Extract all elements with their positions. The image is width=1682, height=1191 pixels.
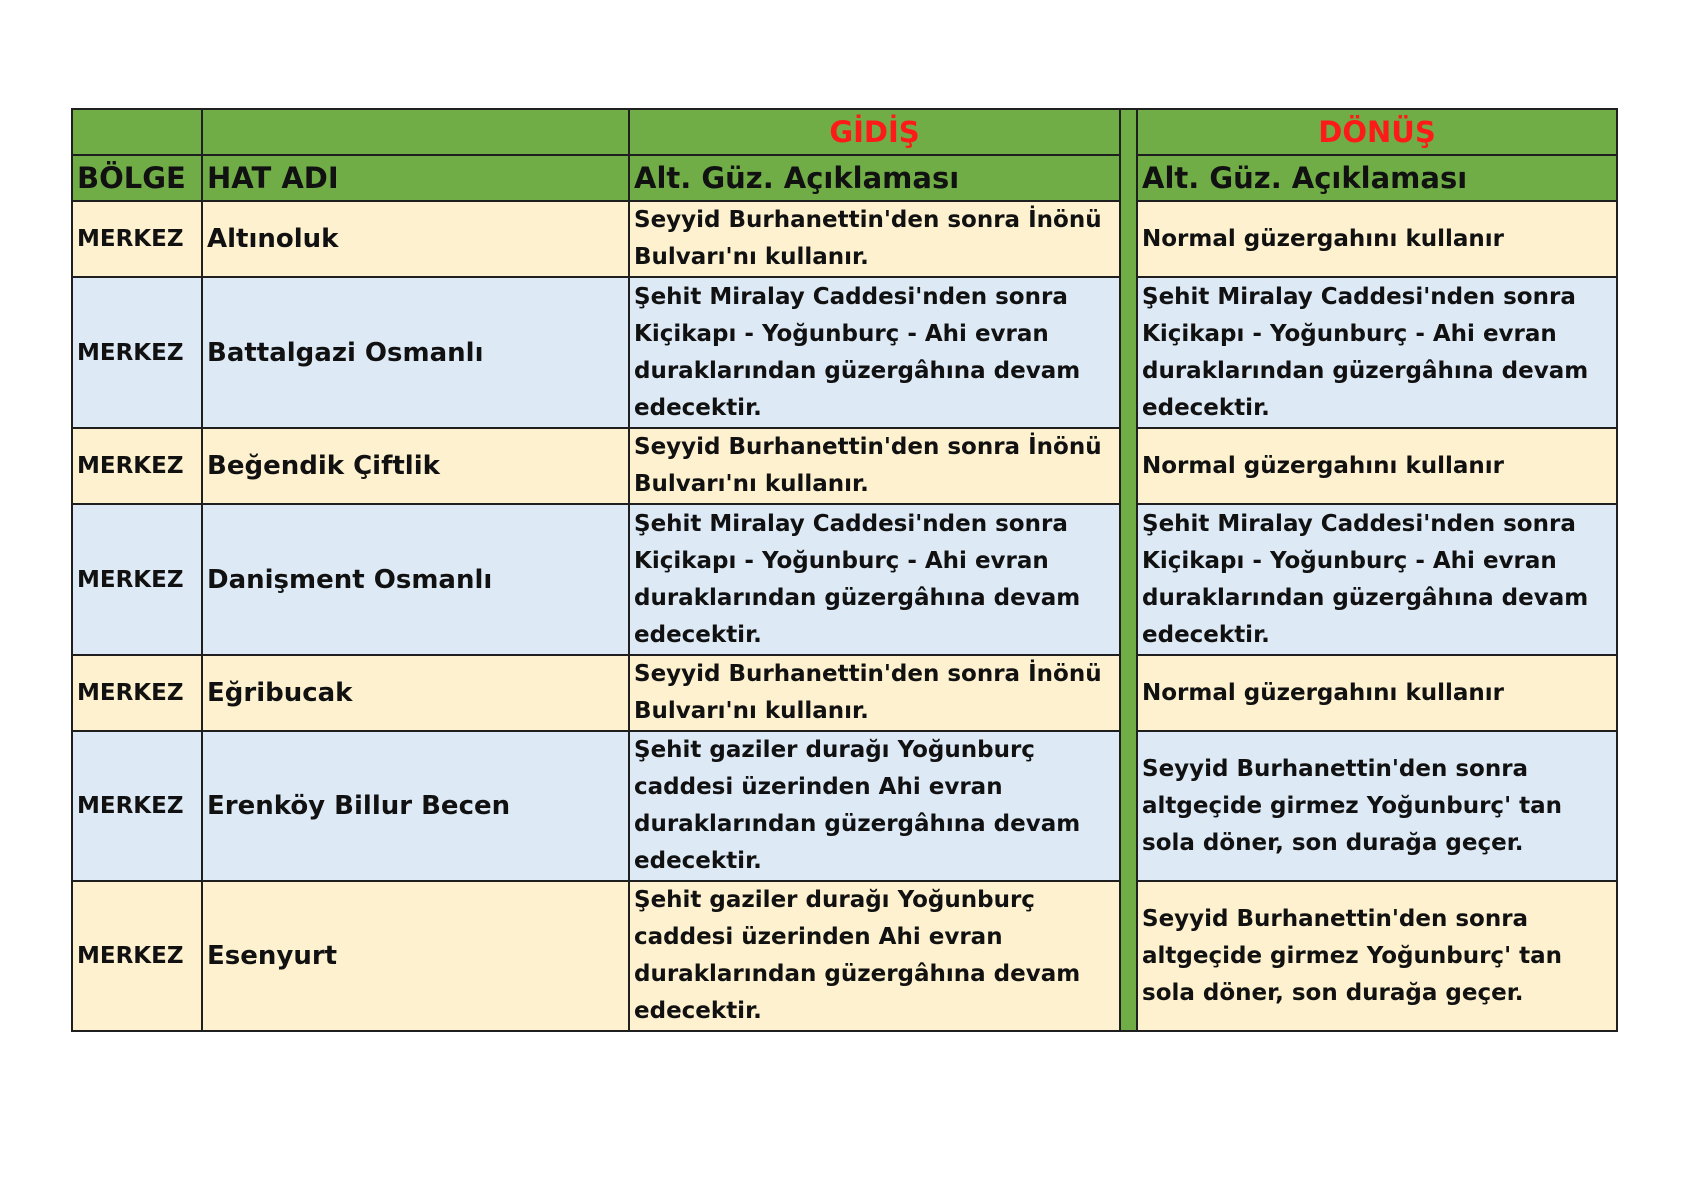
return-description-cell: Şehit Miralay Caddesi'nden sonra Kiçikapı - Yoğunburç - Ahi evran duraklarından güzergâhına devam edecektir. [1137, 504, 1617, 655]
line-name-cell: Beğendik Çiftlik [202, 428, 629, 504]
route-table-container [71, 108, 1616, 1032]
return-description-cell: Seyyid Burhanettin'den sonra altgeçide girmez Yoğunburç' tan sola döner, son durağa geçer. [1137, 881, 1617, 1031]
go-direction-header [629, 109, 1120, 155]
return-direction-header [1137, 109, 1617, 155]
line-name-cell: Danişment Osmanlı [202, 504, 629, 655]
go-description-cell: Şehit Miralay Caddesi'nden sonra Kiçikapı - Yoğunburç - Ahi evran duraklarından güzergâhına devam edecektir. [629, 277, 1120, 428]
return-description-cell: Normal güzergahını kullanır [1137, 201, 1617, 277]
region-cell: MERKEZ [72, 277, 202, 428]
region-column-header: BÖLGE [72, 155, 202, 201]
column-header-row [72, 155, 1617, 201]
table-row [72, 428, 1617, 504]
line-name-cell: Altınoluk [202, 201, 629, 277]
table-row [72, 731, 1617, 881]
table-row [72, 881, 1617, 1031]
go-description-column-header: Alt. Güz. Açıklaması [629, 155, 1120, 201]
region-cell: MERKEZ [72, 201, 202, 277]
region-cell: MERKEZ [72, 881, 202, 1031]
line-column-header: HAT ADI [202, 155, 629, 201]
line-name-cell: Erenköy Billur Becen [202, 731, 629, 881]
go-description-cell: Seyyid Burhanettin'den sonra İnönü Bulvarı'nı kullanır. [629, 428, 1120, 504]
return-description-cell: Normal güzergahını kullanır [1137, 428, 1617, 504]
line-name-cell: Battalgazi Osmanlı [202, 277, 629, 428]
region-cell: MERKEZ [72, 655, 202, 731]
line-name-cell: Eğribucak [202, 655, 629, 731]
direction-header-row [72, 109, 1617, 155]
table-row [72, 201, 1617, 277]
empty-header-cell [72, 109, 202, 155]
return-description-cell: Seyyid Burhanettin'den sonra altgeçide girmez Yoğunburç' tan sola döner, son durağa geçer. [1137, 731, 1617, 881]
region-cell: MERKEZ [72, 504, 202, 655]
return-label: DÖNÜŞ [1318, 115, 1436, 149]
region-cell: MERKEZ [72, 428, 202, 504]
return-description-cell: Normal güzergahını kullanır [1137, 655, 1617, 731]
table-row [72, 655, 1617, 731]
line-name-cell: Esenyurt [202, 881, 629, 1031]
empty-header-cell [202, 109, 629, 155]
return-description-column-header: Alt. Güz. Açıklaması [1137, 155, 1617, 201]
go-description-cell: Şehit gaziler durağı Yoğunburç caddesi üzerinden Ahi evran duraklarından güzergâhına devam edecektir. [629, 731, 1120, 881]
go-label: GİDİŞ [829, 115, 920, 149]
column-separator [1120, 109, 1137, 1031]
go-description-cell: Şehit gaziler durağı Yoğunburç caddesi üzerinden Ahi evran duraklarından güzergâhına devam edecektir. [629, 881, 1120, 1031]
return-description-cell: Şehit Miralay Caddesi'nden sonra Kiçikapı - Yoğunburç - Ahi evran duraklarından güzergâhına devam edecektir. [1137, 277, 1617, 428]
go-description-cell: Seyyid Burhanettin'den sonra İnönü Bulvarı'nı kullanır. [629, 655, 1120, 731]
go-description-cell: Seyyid Burhanettin'den sonra İnönü Bulvarı'nı kullanır. [629, 201, 1120, 277]
alternative-route-table [71, 108, 1618, 1032]
table-row [72, 277, 1617, 428]
region-cell: MERKEZ [72, 731, 202, 881]
table-row [72, 504, 1617, 655]
go-description-cell: Şehit Miralay Caddesi'nden sonra Kiçikapı - Yoğunburç - Ahi evran duraklarından güzergâhına devam edecektir. [629, 504, 1120, 655]
